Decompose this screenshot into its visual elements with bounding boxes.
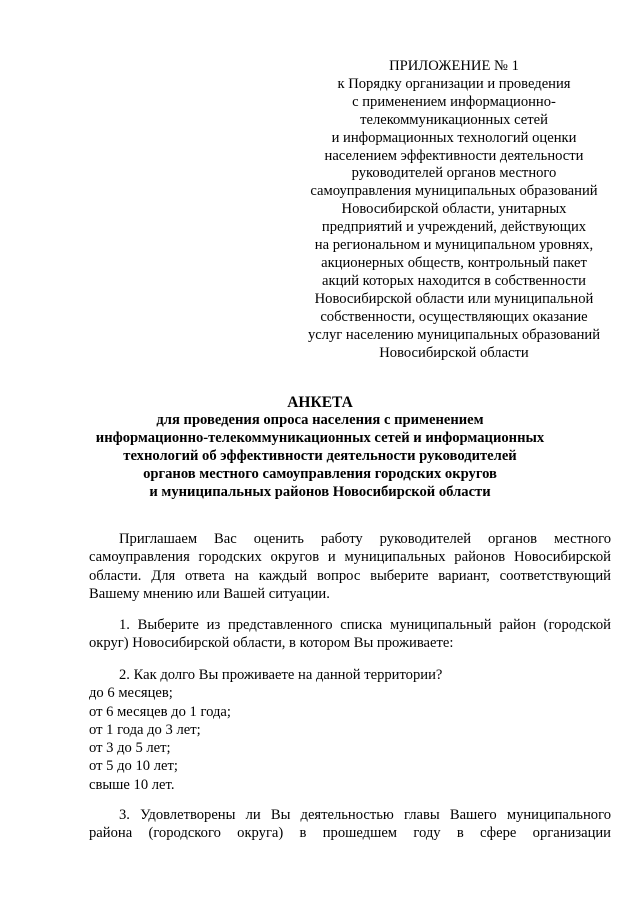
intro-line: самоуправления городских округов и муниципальных районов Новосибирской: [89, 549, 611, 566]
title-line: и муниципальных районов Новосибирской области: [149, 483, 491, 500]
question-line: 1. Выберите из представленного списка муниципальный район (городской: [119, 617, 611, 633]
appendix-line: к Порядку организации и проведения: [337, 75, 571, 92]
answer-option: от 6 месяцев до 1 года;: [89, 703, 231, 720]
intro-line: области. Для ответа на каждый вопрос выберите вариант, соответствующий: [89, 567, 611, 584]
answer-option: от 3 до 5 лет;: [89, 740, 171, 757]
intro-paragraph: [89, 530, 611, 603]
appendix-line: Новосибирской области или муниципальной: [314, 290, 594, 307]
appendix-line: акционерных обществ, контрольный пакет: [321, 254, 587, 271]
question-line: 3. Удовлетворены ли Вы деятельностью главы Вашего муниципального: [119, 807, 611, 823]
appendix-line: ПРИЛОЖЕНИЕ № 1: [389, 58, 519, 74]
title-line: технологий об эффективности деятельности руководителей: [123, 447, 517, 464]
answer-option: до 6 месяцев;: [89, 685, 173, 702]
question-2: [89, 666, 611, 794]
question-line: района (городского округа) в прошедшем году в сфере организации: [89, 825, 611, 842]
appendix-line: и информационных технологий оценки: [331, 129, 577, 146]
intro-line: Вашему мнению или Вашей ситуации.: [89, 585, 330, 602]
appendix-line: на региональном и муниципальном уровнях,: [314, 237, 594, 254]
appendix-line: услуг населению муниципальных образований: [307, 326, 601, 343]
appendix-line: Новосибирской области: [379, 344, 529, 361]
title-line: для проведения опроса населения с применением: [156, 411, 484, 428]
answer-option: свыше 10 лет.: [89, 776, 175, 793]
question-1: [89, 616, 611, 653]
questionnaire-title: [60, 394, 580, 501]
answer-option: от 1 года до 3 лет;: [89, 721, 201, 738]
appendix-line: руководителей органов местного: [351, 165, 557, 182]
appendix-line: самоуправления муниципальных образований: [310, 183, 598, 200]
question-3: [89, 806, 611, 843]
appendix-line: собственности, осуществляющих оказание: [320, 308, 588, 325]
appendix-line: телекоммуникационных сетей: [360, 111, 548, 128]
question-line: 2. Как долго Вы проживаете на данной территории?: [119, 667, 443, 683]
appendix-line: Новосибирской области, унитарных: [341, 201, 567, 218]
title-line: органов местного самоуправления городских округов: [143, 465, 497, 482]
answer-option: от 5 до 10 лет;: [89, 758, 178, 775]
intro-line: Приглашаем Вас оценить работу руководителей органов местного: [119, 531, 611, 547]
question-line: округ) Новосибирской области, в котором Вы проживаете:: [89, 635, 454, 652]
appendix-line: населением эффективности деятельности: [324, 147, 584, 164]
appendix-header: [296, 58, 612, 362]
appendix-line: с применением информационно-: [352, 93, 556, 110]
title-heading: АНКЕТА: [287, 394, 353, 411]
appendix-line: предприятий и учреждений, действующих: [321, 219, 587, 236]
title-line: информационно-телекоммуникационных сетей и информационных: [95, 429, 545, 446]
appendix-line: акций которых находится в собственности: [322, 272, 586, 289]
